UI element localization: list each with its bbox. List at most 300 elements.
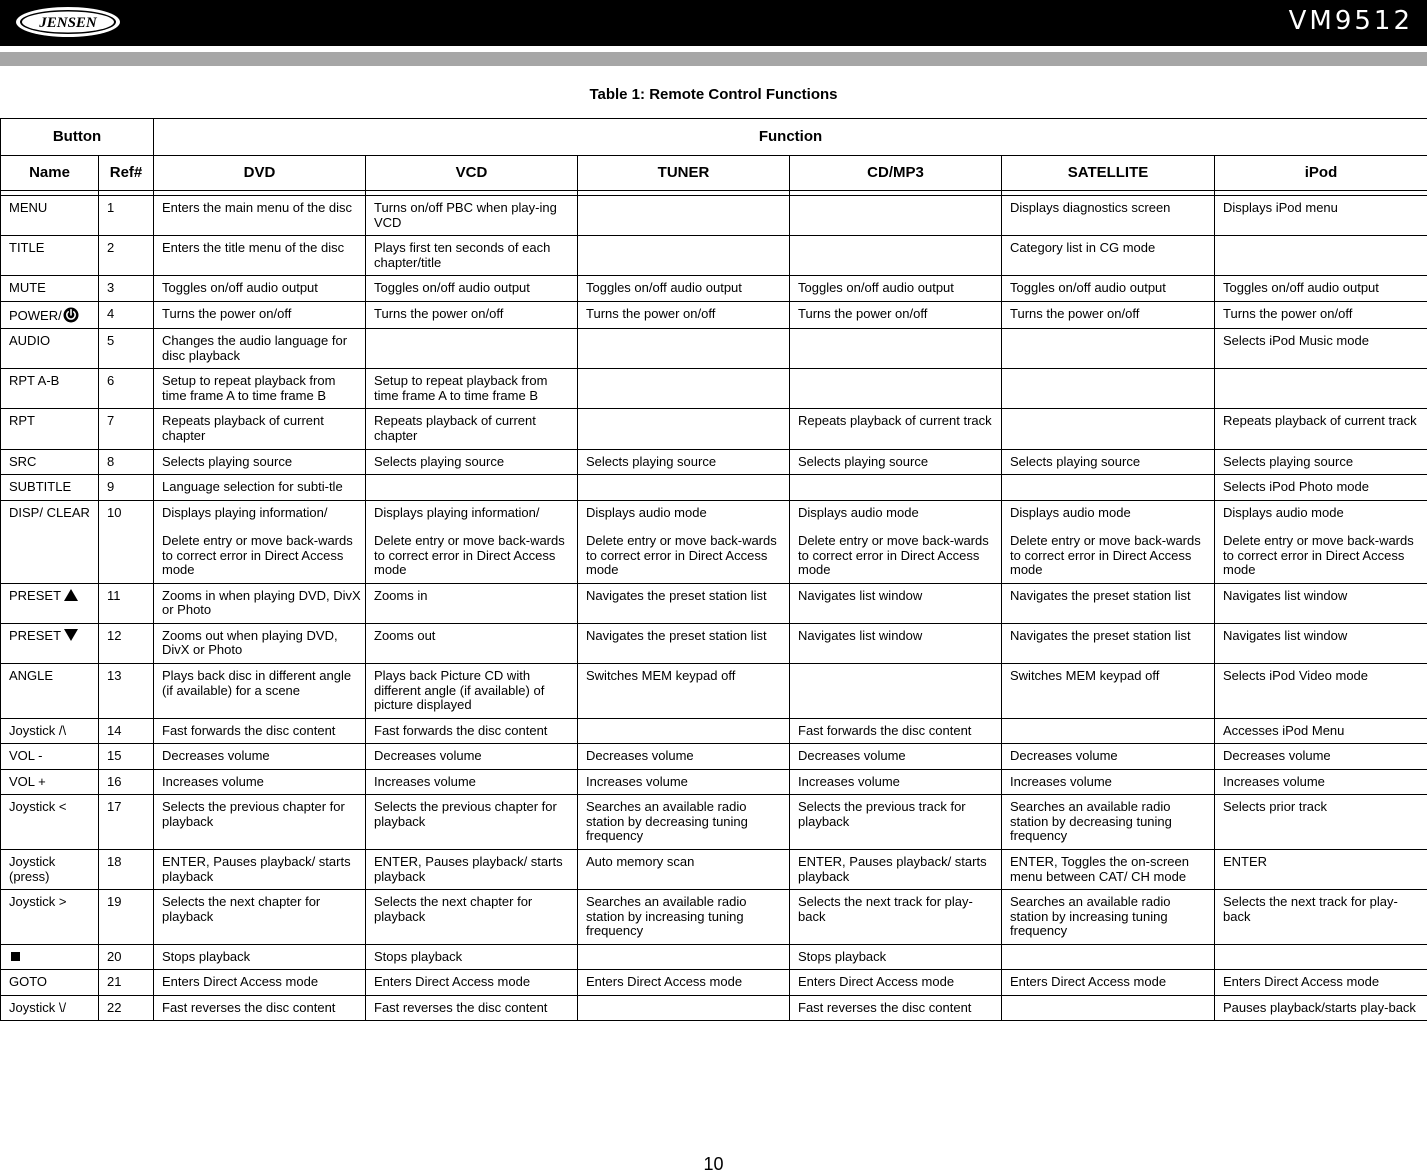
cell-tuner bbox=[578, 583, 790, 623]
cell-cdmp3 bbox=[790, 744, 1002, 770]
cell-text: Joystick > bbox=[9, 894, 66, 909]
cell-cdmp3 bbox=[790, 944, 1002, 970]
cell-cdmp3 bbox=[790, 769, 1002, 795]
cell-tuner bbox=[578, 744, 790, 770]
table-row bbox=[1, 329, 1427, 369]
cell-tuner bbox=[578, 236, 790, 276]
cell-text: Toggles on/off audio output bbox=[162, 280, 318, 295]
cell-dvd bbox=[154, 583, 366, 623]
cell-satellite bbox=[1002, 849, 1215, 889]
cell-dvd bbox=[154, 301, 366, 329]
cell-text: Displays iPod menu bbox=[1223, 200, 1338, 215]
cell-line: Displays playing information/ bbox=[162, 505, 327, 520]
cell-text: ENTER, Toggles the on-screen menu between CAT/ CH mode bbox=[1010, 854, 1189, 884]
cell-ipod bbox=[1215, 995, 1427, 1021]
cell-dvd bbox=[154, 369, 366, 409]
stop-square-icon bbox=[11, 952, 20, 961]
cell-dvd bbox=[154, 500, 366, 583]
cell-line: Delete entry or move back-wards to correct error in Direct Access mode bbox=[1223, 534, 1424, 578]
cell-vcd bbox=[366, 583, 578, 623]
cell-text: Zooms in when playing DVD, DivX or Photo bbox=[162, 588, 361, 618]
cell-name bbox=[1, 301, 99, 329]
cell-cdmp3 bbox=[790, 890, 1002, 945]
cell-text: Setup to repeat playback from time frame A to time frame B bbox=[374, 373, 547, 403]
cell-line: Delete entry or move back-wards to correct error in Direct Access mode bbox=[374, 534, 574, 578]
table-body bbox=[1, 196, 1427, 1021]
cell-vcd bbox=[366, 995, 578, 1021]
cell-line: Delete entry or move back-wards to correct error in Direct Access mode bbox=[1010, 534, 1211, 578]
cell-text: Language selection for subti-tle bbox=[162, 479, 343, 494]
cell-satellite bbox=[1002, 369, 1215, 409]
cell-text: Fast reverses the disc content bbox=[374, 1000, 547, 1015]
cell-text: 15 bbox=[107, 748, 121, 763]
table-row bbox=[1, 196, 1427, 236]
cell-ipod bbox=[1215, 369, 1427, 409]
cell-text: Selects the previous chapter for playback bbox=[374, 799, 557, 829]
cell-cdmp3 bbox=[790, 995, 1002, 1021]
cell-text: TITLE bbox=[9, 240, 44, 255]
cell-text: Displays diagnostics screen bbox=[1010, 200, 1170, 215]
cell-text: Fast forwards the disc content bbox=[162, 723, 335, 738]
cell-ipod bbox=[1215, 583, 1427, 623]
cell-dvd bbox=[154, 795, 366, 850]
cell-ref bbox=[99, 944, 154, 970]
cell-dvd bbox=[154, 449, 366, 475]
cell-text: Enters Direct Access mode bbox=[374, 974, 530, 989]
cell-ipod bbox=[1215, 236, 1427, 276]
cell-text: Searches an available radio station by decreasing tuning frequency bbox=[586, 799, 748, 843]
cell-name bbox=[1, 196, 99, 236]
svg-text:JENSEN: JENSEN bbox=[38, 15, 98, 31]
cell-ref bbox=[99, 369, 154, 409]
cell-name bbox=[1, 795, 99, 850]
cell-dvd bbox=[154, 970, 366, 996]
cell-satellite bbox=[1002, 449, 1215, 475]
cell-text: ENTER, Pauses playback/ starts playback bbox=[162, 854, 351, 884]
cell-text: 7 bbox=[107, 413, 114, 428]
cell-text: 18 bbox=[107, 854, 121, 869]
cell-tuner bbox=[578, 718, 790, 744]
cell-text: Setup to repeat playback from time frame A to time frame B bbox=[162, 373, 335, 403]
cell-text: Turns the power on/off bbox=[586, 306, 715, 321]
cell-name bbox=[1, 995, 99, 1021]
cell-text: Increases volume bbox=[374, 774, 476, 789]
cell-text: Increases volume bbox=[1010, 774, 1112, 789]
table-row bbox=[1, 236, 1427, 276]
cell-vcd bbox=[366, 329, 578, 369]
cell-text: 4 bbox=[107, 306, 114, 321]
cell-text: Fast reverses the disc content bbox=[798, 1000, 971, 1015]
cell-text: Joystick < bbox=[9, 799, 66, 814]
cell-text: Navigates the preset station list bbox=[586, 588, 767, 603]
cell-text: GOTO bbox=[9, 974, 47, 989]
cell-text: Fast forwards the disc content bbox=[798, 723, 971, 738]
cell-name bbox=[1, 744, 99, 770]
cell-ipod bbox=[1215, 196, 1427, 236]
cell-text: Turns the power on/off bbox=[162, 306, 291, 321]
cell-dvd bbox=[154, 769, 366, 795]
cell-cdmp3 bbox=[790, 276, 1002, 302]
cell-satellite bbox=[1002, 475, 1215, 501]
cell-satellite bbox=[1002, 795, 1215, 850]
cell-cdmp3 bbox=[790, 409, 1002, 449]
cell-cdmp3 bbox=[790, 329, 1002, 369]
cell-tuner bbox=[578, 301, 790, 329]
cell-text: Toggles on/off audio output bbox=[1223, 280, 1379, 295]
cell-vcd bbox=[366, 795, 578, 850]
cell-name bbox=[1, 475, 99, 501]
cell-text: Selects playing source bbox=[162, 454, 292, 469]
cell-text: Decreases volume bbox=[1223, 748, 1331, 763]
cell-text: RPT A-B bbox=[9, 373, 59, 388]
table-row bbox=[1, 500, 1427, 583]
cell-satellite bbox=[1002, 329, 1215, 369]
cell-text: Enters the title menu of the disc bbox=[162, 240, 344, 255]
cell-satellite bbox=[1002, 944, 1215, 970]
cell-cdmp3 bbox=[790, 795, 1002, 850]
cell-ref bbox=[99, 449, 154, 475]
cell-satellite bbox=[1002, 970, 1215, 996]
cell-text: Selects playing source bbox=[1223, 454, 1353, 469]
cell-name bbox=[1, 236, 99, 276]
cell-dvd bbox=[154, 276, 366, 302]
cell-name bbox=[1, 623, 99, 663]
cell-text: Increases volume bbox=[798, 774, 900, 789]
cell-dvd bbox=[154, 849, 366, 889]
cell-text: Toggles on/off audio output bbox=[374, 280, 530, 295]
cell-satellite bbox=[1002, 664, 1215, 719]
cell-dvd bbox=[154, 329, 366, 369]
table-caption: Table 1: Remote Control Functions bbox=[0, 86, 1427, 103]
cell-ref bbox=[99, 409, 154, 449]
cell-text: Switches MEM keypad off bbox=[586, 668, 735, 683]
cell-text: Selects iPod Music mode bbox=[1223, 333, 1369, 348]
cell-text: Fast forwards the disc content bbox=[374, 723, 547, 738]
cell-name bbox=[1, 583, 99, 623]
cell-vcd bbox=[366, 890, 578, 945]
cell-text: Enters Direct Access mode bbox=[162, 974, 318, 989]
cell-text: Auto memory scan bbox=[586, 854, 694, 869]
col-header-ref: Ref# bbox=[99, 156, 154, 191]
cell-text: Toggles on/off audio output bbox=[1010, 280, 1166, 295]
cell-text: 9 bbox=[107, 479, 114, 494]
cell-ref bbox=[99, 970, 154, 996]
cell-dvd bbox=[154, 744, 366, 770]
table-row bbox=[1, 944, 1427, 970]
cell-name bbox=[1, 970, 99, 996]
cell-tuner bbox=[578, 623, 790, 663]
cell-text: RPT bbox=[9, 413, 35, 428]
table-row bbox=[1, 849, 1427, 889]
table-row bbox=[1, 718, 1427, 744]
cell-text: Selects the next chapter for playback bbox=[162, 894, 320, 924]
cell-text: Toggles on/off audio output bbox=[586, 280, 742, 295]
cell-name bbox=[1, 944, 99, 970]
cell-cdmp3 bbox=[790, 718, 1002, 744]
table-row bbox=[1, 409, 1427, 449]
cell-dvd bbox=[154, 890, 366, 945]
cell-text: 14 bbox=[107, 723, 121, 738]
cell-satellite bbox=[1002, 744, 1215, 770]
cell-tuner bbox=[578, 944, 790, 970]
table-row bbox=[1, 890, 1427, 945]
cell-text: Plays back disc in different angle (if available) for a scene bbox=[162, 668, 351, 698]
cell-text: 10 bbox=[107, 505, 121, 520]
cell-text: Fast reverses the disc content bbox=[162, 1000, 335, 1015]
cell-dvd bbox=[154, 623, 366, 663]
cell-ref bbox=[99, 623, 154, 663]
cell-ref bbox=[99, 301, 154, 329]
cell-text: Selects playing source bbox=[1010, 454, 1140, 469]
cell-vcd bbox=[366, 449, 578, 475]
cell-text: Decreases volume bbox=[798, 748, 906, 763]
cell-text: ANGLE bbox=[9, 668, 53, 683]
cell-vcd bbox=[366, 196, 578, 236]
header-bar bbox=[0, 0, 1427, 46]
cell-text: Selects prior track bbox=[1223, 799, 1327, 814]
cell-name bbox=[1, 369, 99, 409]
cell-text: Navigates the preset station list bbox=[586, 628, 767, 643]
cell-text: Repeats playback of current track bbox=[798, 413, 992, 428]
cell-text: Stops playback bbox=[798, 949, 886, 964]
cell-ref bbox=[99, 769, 154, 795]
cell-satellite bbox=[1002, 409, 1215, 449]
cell-dvd bbox=[154, 475, 366, 501]
table-row bbox=[1, 623, 1427, 663]
group-header-function: Function bbox=[154, 119, 1427, 156]
cell-name bbox=[1, 500, 99, 583]
cell-satellite bbox=[1002, 301, 1215, 329]
cell-text: Decreases volume bbox=[374, 748, 482, 763]
cell-ipod bbox=[1215, 890, 1427, 945]
table-row bbox=[1, 795, 1427, 850]
cell-satellite bbox=[1002, 623, 1215, 663]
cell-text: Changes the audio language for disc playback bbox=[162, 333, 347, 363]
cell-ref bbox=[99, 500, 154, 583]
table-row bbox=[1, 301, 1427, 329]
table-row bbox=[1, 744, 1427, 770]
cell-cdmp3 bbox=[790, 196, 1002, 236]
cell-text: PRESET bbox=[9, 588, 61, 603]
cell-vcd bbox=[366, 236, 578, 276]
cell-ipod bbox=[1215, 301, 1427, 329]
cell-ref bbox=[99, 236, 154, 276]
col-header-satellite: SATELLITE bbox=[1002, 156, 1215, 191]
cell-vcd bbox=[366, 744, 578, 770]
cell-ref bbox=[99, 744, 154, 770]
cell-text: Decreases volume bbox=[1010, 748, 1118, 763]
table-row bbox=[1, 664, 1427, 719]
cell-text: 11 bbox=[107, 588, 121, 603]
cell-text: 3 bbox=[107, 280, 114, 295]
cell-name bbox=[1, 718, 99, 744]
cell-text: Selects the next track for play-back bbox=[1223, 894, 1398, 924]
cell-text: POWER/ bbox=[9, 308, 62, 323]
cell-ipod bbox=[1215, 849, 1427, 889]
cell-satellite bbox=[1002, 890, 1215, 945]
table-row bbox=[1, 475, 1427, 501]
cell-text: SRC bbox=[9, 454, 36, 469]
cell-tuner bbox=[578, 795, 790, 850]
cell-text: Repeats playback of current chapter bbox=[374, 413, 536, 443]
cell-satellite bbox=[1002, 769, 1215, 795]
cell-ipod bbox=[1215, 500, 1427, 583]
cell-ipod bbox=[1215, 944, 1427, 970]
cell-vcd bbox=[366, 849, 578, 889]
cell-satellite bbox=[1002, 500, 1215, 583]
cell-text: Zooms in bbox=[374, 588, 427, 603]
cell-text: Increases volume bbox=[1223, 774, 1325, 789]
cell-text: Increases volume bbox=[586, 774, 688, 789]
cell-vcd bbox=[366, 623, 578, 663]
cell-ipod bbox=[1215, 744, 1427, 770]
cell-tuner bbox=[578, 500, 790, 583]
cell-text: ENTER, Pauses playback/ starts playback bbox=[374, 854, 563, 884]
table-row bbox=[1, 995, 1427, 1021]
cell-text: Toggles on/off audio output bbox=[798, 280, 954, 295]
cell-text: 6 bbox=[107, 373, 114, 388]
cell-text: Navigates the preset station list bbox=[1010, 588, 1191, 603]
cell-dvd bbox=[154, 664, 366, 719]
cell-text: 8 bbox=[107, 454, 114, 469]
cell-cdmp3 bbox=[790, 664, 1002, 719]
table-row bbox=[1, 970, 1427, 996]
cell-text: Selects the previous chapter for playback bbox=[162, 799, 345, 829]
cell-text: PRESET bbox=[9, 628, 61, 643]
cell-text: 13 bbox=[107, 668, 121, 683]
cell-text: Plays first ten seconds of each chapter/title bbox=[374, 240, 550, 270]
cell-text: DISP/ CLEAR bbox=[9, 505, 90, 520]
cell-text: Zooms out when playing DVD, DivX or Photo bbox=[162, 628, 338, 658]
cell-tuner bbox=[578, 329, 790, 369]
cell-text: Turns the power on/off bbox=[1010, 306, 1139, 321]
cell-ref bbox=[99, 718, 154, 744]
cell-text: Stops playback bbox=[162, 949, 250, 964]
cell-text: ENTER bbox=[1223, 854, 1267, 869]
cell-ipod bbox=[1215, 623, 1427, 663]
cell-name bbox=[1, 664, 99, 719]
cell-text: Navigates the preset station list bbox=[1010, 628, 1191, 643]
cell-text: 20 bbox=[107, 949, 121, 964]
cell-ipod bbox=[1215, 276, 1427, 302]
group-header-button: Button bbox=[1, 119, 154, 156]
cell-text: Turns the power on/off bbox=[798, 306, 927, 321]
cell-tuner bbox=[578, 369, 790, 409]
cell-line: Delete entry or move back-wards to correct error in Direct Access mode bbox=[798, 534, 998, 578]
cell-ipod bbox=[1215, 970, 1427, 996]
cell-ipod bbox=[1215, 664, 1427, 719]
cell-text: Plays back Picture CD with different angle (if available) of picture displayed bbox=[374, 668, 544, 712]
cell-text: VOL - bbox=[9, 748, 42, 763]
cell-cdmp3 bbox=[790, 623, 1002, 663]
page-number: 10 bbox=[0, 1154, 1427, 1175]
cell-text: Switches MEM keypad off bbox=[1010, 668, 1159, 683]
cell-text: Enters Direct Access mode bbox=[586, 974, 742, 989]
cell-ref bbox=[99, 329, 154, 369]
cell-ipod bbox=[1215, 475, 1427, 501]
cell-ref bbox=[99, 583, 154, 623]
cell-text: Enters Direct Access mode bbox=[1010, 974, 1166, 989]
cell-cdmp3 bbox=[790, 970, 1002, 996]
cell-text: Selects iPod Photo mode bbox=[1223, 479, 1369, 494]
cell-tuner bbox=[578, 664, 790, 719]
cell-text: Increases volume bbox=[162, 774, 264, 789]
cell-text: Joystick \/ bbox=[9, 1000, 66, 1015]
cell-text: Repeats playback of current track bbox=[1223, 413, 1417, 428]
cell-vcd bbox=[366, 970, 578, 996]
cell-ipod bbox=[1215, 329, 1427, 369]
table-row bbox=[1, 583, 1427, 623]
cell-vcd bbox=[366, 369, 578, 409]
cell-name bbox=[1, 276, 99, 302]
power-icon bbox=[63, 307, 79, 323]
cell-cdmp3 bbox=[790, 475, 1002, 501]
cell-dvd bbox=[154, 944, 366, 970]
cell-text: Joystick (press) bbox=[9, 854, 55, 884]
cell-ref bbox=[99, 795, 154, 850]
cell-cdmp3 bbox=[790, 301, 1002, 329]
cell-line: Displays playing information/ bbox=[374, 505, 539, 520]
cell-line: Delete entry or move back-wards to correct error in Direct Access mode bbox=[586, 534, 786, 578]
cell-text: 22 bbox=[107, 1000, 121, 1015]
cell-text: 19 bbox=[107, 894, 121, 909]
cell-tuner bbox=[578, 995, 790, 1021]
cell-tuner bbox=[578, 849, 790, 889]
cell-text: Navigates list window bbox=[798, 628, 922, 643]
cell-text: Decreases volume bbox=[162, 748, 270, 763]
cell-ipod bbox=[1215, 795, 1427, 850]
cell-satellite bbox=[1002, 236, 1215, 276]
cell-dvd bbox=[154, 236, 366, 276]
model-number: VM9512 bbox=[1289, 6, 1413, 36]
cell-tuner bbox=[578, 409, 790, 449]
cell-text: Turns the power on/off bbox=[1223, 306, 1352, 321]
cell-line: Displays audio mode bbox=[1223, 505, 1344, 520]
jensen-logo bbox=[14, 5, 122, 39]
cell-tuner bbox=[578, 970, 790, 996]
cell-ref bbox=[99, 664, 154, 719]
cell-dvd bbox=[154, 995, 366, 1021]
cell-cdmp3 bbox=[790, 583, 1002, 623]
col-header-dvd: DVD bbox=[154, 156, 366, 191]
cell-text: Searches an available radio station by decreasing tuning frequency bbox=[1010, 799, 1172, 843]
cell-vcd bbox=[366, 664, 578, 719]
cell-satellite bbox=[1002, 718, 1215, 744]
cell-cdmp3 bbox=[790, 369, 1002, 409]
cell-text: Pauses playback/starts play-back bbox=[1223, 1000, 1416, 1015]
cell-text: 12 bbox=[107, 628, 121, 643]
cell-line: Displays audio mode bbox=[1010, 505, 1131, 520]
cell-ipod bbox=[1215, 449, 1427, 475]
cell-text: Navigates list window bbox=[1223, 588, 1347, 603]
cell-text: Navigates list window bbox=[1223, 628, 1347, 643]
cell-text: Decreases volume bbox=[586, 748, 694, 763]
cell-text: Zooms out bbox=[374, 628, 435, 643]
cell-cdmp3 bbox=[790, 449, 1002, 475]
cell-text: Enters Direct Access mode bbox=[1223, 974, 1379, 989]
cell-text: Turns the power on/off bbox=[374, 306, 503, 321]
table-row bbox=[1, 369, 1427, 409]
cell-vcd bbox=[366, 769, 578, 795]
table-row bbox=[1, 769, 1427, 795]
cell-text: 2 bbox=[107, 240, 114, 255]
cell-text: 16 bbox=[107, 774, 121, 789]
cell-dvd bbox=[154, 409, 366, 449]
cell-name bbox=[1, 769, 99, 795]
cell-ref bbox=[99, 890, 154, 945]
cell-text: Navigates list window bbox=[798, 588, 922, 603]
cell-line: Displays audio mode bbox=[586, 505, 707, 520]
